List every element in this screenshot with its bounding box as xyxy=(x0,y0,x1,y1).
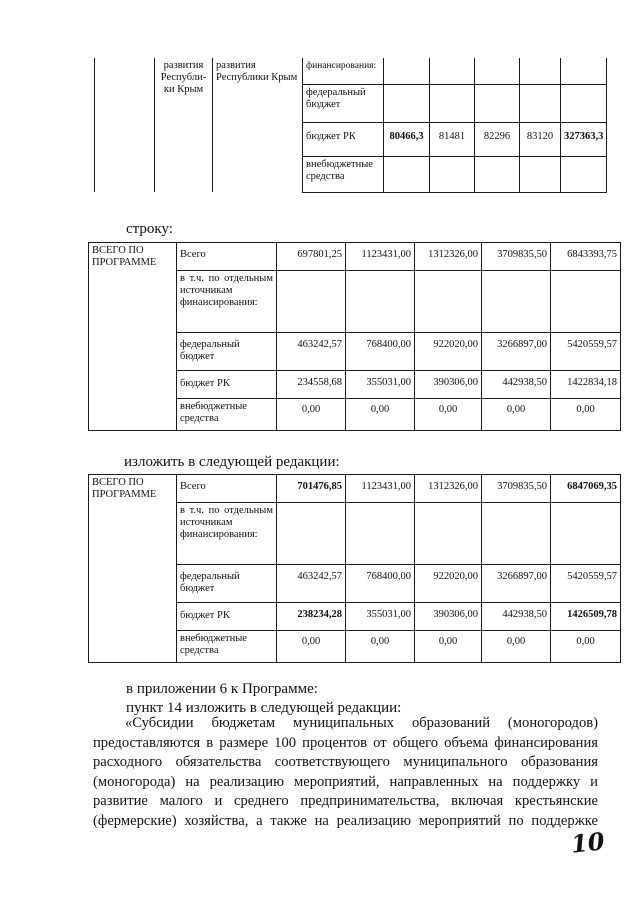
cell xyxy=(551,503,621,565)
cell xyxy=(277,503,346,565)
cell xyxy=(482,271,551,333)
cell: 327363,3 xyxy=(561,122,607,156)
col1-cell xyxy=(95,58,155,192)
cell: 0,00 xyxy=(415,399,482,431)
cell: 81481 xyxy=(430,122,475,156)
cell: 5420559,57 xyxy=(551,565,621,603)
paragraph-line: предоставляются в размере 100 процентов от общего объема финансирования xyxy=(93,734,598,751)
cell: 0,00 xyxy=(346,399,415,431)
cell xyxy=(561,58,607,84)
cell: 1422834,18 xyxy=(551,371,621,399)
continuation-table xyxy=(94,58,607,193)
cell: 355031,00 xyxy=(346,603,415,631)
paragraph-line: (моногорода) на реализацию мероприятий, направленных на поддержку и xyxy=(93,773,598,790)
paragraph-line: развитие малого и среднего предпринимательства, включая крестьянские xyxy=(93,793,598,810)
cell: 922020,00 xyxy=(415,565,482,603)
cell: 80466,3 xyxy=(384,122,430,156)
body-paragraph xyxy=(93,714,598,832)
row-label: федеральный бюджет xyxy=(177,333,277,371)
cell xyxy=(551,271,621,333)
cell: 3266897,00 xyxy=(482,333,551,371)
cell: 83120 xyxy=(520,122,561,156)
appendix-line: в приложении 6 к Программе: xyxy=(126,681,318,697)
label-izlozhit: изложить в следующей редакции: xyxy=(124,454,340,470)
row-label: внебюджетные средства xyxy=(177,399,277,431)
cell: 234558,68 xyxy=(277,371,346,399)
cell xyxy=(482,503,551,565)
cell xyxy=(475,156,520,192)
cell: 697801,25 xyxy=(277,243,346,271)
cell xyxy=(430,58,475,84)
cell xyxy=(384,58,430,84)
cell xyxy=(475,84,520,122)
row-label: бюджет РК xyxy=(177,371,277,399)
paragraph-line: расходного обязательства соответствующего муниципального образования xyxy=(93,754,598,771)
paragraph-line: «Субсидии бюджетам муниципальных образований (моногородов) xyxy=(125,715,598,731)
cell xyxy=(430,84,475,122)
cell: 768400,00 xyxy=(346,333,415,371)
cell: 390306,00 xyxy=(415,603,482,631)
cell: 3709835,50 xyxy=(482,475,551,503)
row-label: бюджет РК xyxy=(303,122,384,156)
cell: 768400,00 xyxy=(346,565,415,603)
cell: 0,00 xyxy=(551,631,621,663)
cell: 0,00 xyxy=(482,399,551,431)
cell xyxy=(561,156,607,192)
cell: 1312326,00 xyxy=(415,243,482,271)
cell: 1123431,00 xyxy=(346,243,415,271)
cell: 0,00 xyxy=(277,631,346,663)
row-label: Всего xyxy=(177,475,277,503)
col2-cell: развития Республи-ки Крым xyxy=(155,58,213,192)
item-line: пункт 14 изложить в следующей редакции: xyxy=(126,700,402,716)
row-label: федеральный бюджет xyxy=(177,565,277,603)
cell: 238234,28 xyxy=(277,603,346,631)
program-cell: ВСЕГО ПО ПРОГРАММЕ xyxy=(89,243,177,431)
label-stroku: строку: xyxy=(126,221,173,237)
cell: 6843393,75 xyxy=(551,243,621,271)
row-label: внебюджетные средства xyxy=(177,631,277,663)
cell: 463242,57 xyxy=(277,333,346,371)
cell: 701476,85 xyxy=(277,475,346,503)
cell: 1426509,78 xyxy=(551,603,621,631)
cell xyxy=(561,84,607,122)
cell: 3709835,50 xyxy=(482,243,551,271)
cell: 442938,50 xyxy=(482,371,551,399)
cell: 0,00 xyxy=(415,631,482,663)
cell: 0,00 xyxy=(551,399,621,431)
cell xyxy=(520,84,561,122)
cell xyxy=(346,271,415,333)
row-label: в т.ч. по отдельным источникам финансирования: xyxy=(177,271,277,333)
cell xyxy=(346,503,415,565)
row-label: Всего xyxy=(177,243,277,271)
cell: 0,00 xyxy=(346,631,415,663)
cell: 355031,00 xyxy=(346,371,415,399)
cell: 82296 xyxy=(475,122,520,156)
row-label: в т.ч. по отдельным источникам финансирования: xyxy=(177,503,277,565)
paragraph-line: (фермерские) хозяйства, а также на реализацию мероприятий по поддержке xyxy=(93,812,598,829)
cell: 0,00 xyxy=(277,399,346,431)
cell xyxy=(430,156,475,192)
cell xyxy=(520,58,561,84)
row-label: федеральный бюджет xyxy=(303,84,384,122)
cell: 1123431,00 xyxy=(346,475,415,503)
row-label: внебюджетные средства xyxy=(303,156,384,192)
cell: 463242,57 xyxy=(277,565,346,603)
row-label: финансирования: xyxy=(303,58,384,84)
cell: 1312326,00 xyxy=(415,475,482,503)
col3-cell: развития Республики Крым xyxy=(213,58,303,192)
row-label: бюджет РК xyxy=(177,603,277,631)
cell xyxy=(277,271,346,333)
cell xyxy=(415,503,482,565)
cell: 922020,00 xyxy=(415,333,482,371)
cell xyxy=(475,58,520,84)
page-number: 10 xyxy=(569,826,606,859)
table-old xyxy=(88,242,621,431)
table-new xyxy=(88,474,621,663)
cell: 5420559,57 xyxy=(551,333,621,371)
cell xyxy=(384,84,430,122)
program-cell: ВСЕГО ПО ПРОГРАММЕ xyxy=(89,475,177,663)
cell: 442938,50 xyxy=(482,603,551,631)
cell: 3266897,00 xyxy=(482,565,551,603)
cell xyxy=(384,156,430,192)
cell xyxy=(415,271,482,333)
cell: 390306,00 xyxy=(415,371,482,399)
cell: 0,00 xyxy=(482,631,551,663)
cell: 6847069,35 xyxy=(551,475,621,503)
cell xyxy=(520,156,561,192)
